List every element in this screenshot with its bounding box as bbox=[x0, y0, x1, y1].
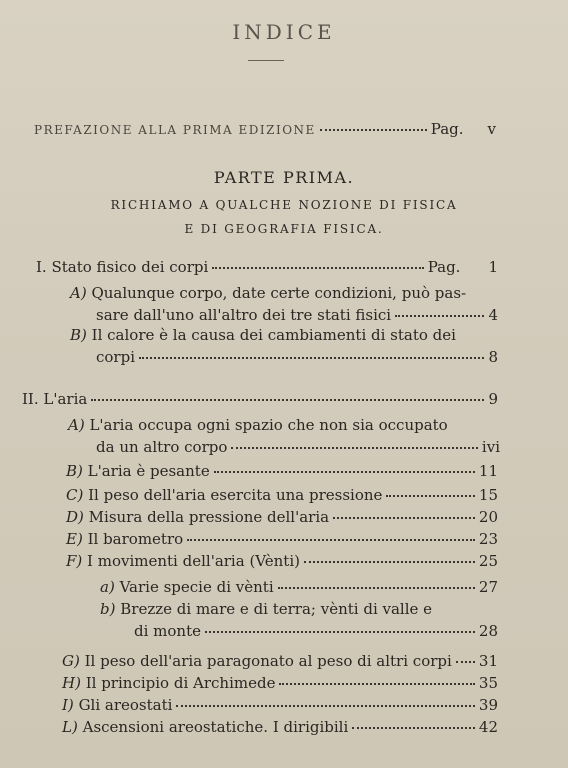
toc-entry-2d bbox=[66, 508, 498, 526]
leader-dots bbox=[205, 631, 475, 633]
entry-text: L'aria occupa ogni spazio che non sia occupato bbox=[89, 416, 448, 434]
page-title: INDICE bbox=[232, 20, 336, 44]
toc-entry-2f-a bbox=[100, 578, 498, 596]
entry-label bbox=[100, 578, 274, 596]
page-number: 9 bbox=[488, 390, 498, 408]
page-number: 39 bbox=[478, 696, 498, 714]
leader-dots bbox=[91, 399, 484, 401]
toc-entry-1b-line2 bbox=[96, 348, 498, 366]
entry-label bbox=[66, 462, 210, 480]
toc-entry-2e bbox=[66, 530, 498, 548]
part-title: PARTE PRIMA. bbox=[213, 168, 355, 187]
toc-chapter-1 bbox=[36, 258, 498, 276]
toc-entry-2l bbox=[62, 718, 498, 736]
toc-entry-1a-line1 bbox=[70, 284, 466, 302]
entry-text: L'aria è pesante bbox=[87, 462, 210, 480]
entry-letter: b) bbox=[100, 600, 116, 618]
leader-dots bbox=[304, 561, 475, 563]
page-number: 11 bbox=[478, 462, 498, 480]
toc-entry-preface bbox=[34, 120, 496, 138]
entry-label bbox=[62, 652, 452, 670]
entry-text: Il barometro bbox=[87, 530, 184, 548]
page-number: 35 bbox=[478, 674, 498, 692]
entry-letter: F) bbox=[66, 552, 83, 570]
entry-text: Il peso dell'aria esercita una pressione bbox=[88, 486, 383, 504]
entry-letter: E) bbox=[66, 530, 83, 548]
entry-text: Misura della pressione dell'aria bbox=[88, 508, 330, 526]
toc-entry-2a-line2 bbox=[96, 438, 500, 456]
toc-entry-2f-b-line1 bbox=[100, 600, 432, 618]
entry-label bbox=[62, 696, 172, 714]
chapter-title: II. L'aria bbox=[22, 390, 88, 408]
leader-dots bbox=[279, 683, 474, 685]
entry-text: Varie specie di vènti bbox=[119, 578, 274, 596]
entry-text: Qualunque corpo, date certe condizioni, può pas- bbox=[91, 284, 467, 302]
entry-letter: G) bbox=[62, 652, 80, 670]
toc-entry-2b bbox=[66, 462, 498, 480]
entry-letter: C) bbox=[66, 486, 84, 504]
title-divider bbox=[248, 60, 284, 61]
leader-dots bbox=[456, 661, 475, 663]
entry-letter: D) bbox=[66, 508, 84, 526]
toc-entry-2h bbox=[62, 674, 498, 692]
entry-letter: B) bbox=[70, 326, 87, 344]
entry-text: Il calore è la causa dei cambiamenti di stato dei bbox=[91, 326, 456, 344]
entry-text: Gli areostati bbox=[78, 696, 173, 714]
entry-letter: a) bbox=[100, 578, 115, 596]
page-number: 1 bbox=[488, 258, 498, 276]
toc-entry-1a-line2 bbox=[96, 306, 498, 324]
toc-entry-2i bbox=[62, 696, 498, 714]
entry-label bbox=[66, 486, 382, 504]
page-number: v bbox=[487, 120, 496, 138]
entry-label bbox=[62, 718, 348, 736]
leader-dots bbox=[395, 315, 484, 317]
page-label: Pag. bbox=[427, 258, 461, 276]
entry-text: Il peso dell'aria paragonato al peso di altri corpi bbox=[84, 652, 452, 670]
entry-text: corpi bbox=[96, 348, 136, 366]
preface-label: PREFAZIONE ALLA PRIMA EDIZIONE bbox=[34, 123, 316, 137]
page-number: 42 bbox=[478, 718, 498, 736]
page-number: 4 bbox=[488, 306, 498, 324]
entry-letter: I) bbox=[62, 696, 74, 714]
entry-text: di monte bbox=[134, 622, 201, 640]
leader-dots bbox=[212, 267, 423, 269]
entry-label bbox=[66, 508, 329, 526]
toc-entry-2c bbox=[66, 486, 498, 504]
leader-dots bbox=[231, 447, 478, 449]
page-number: ivi bbox=[481, 438, 500, 456]
page-number: 23 bbox=[478, 530, 498, 548]
chapter-title: I. Stato fisico dei corpi bbox=[36, 258, 209, 276]
toc-entry-1b-line1 bbox=[70, 326, 456, 344]
entry-label bbox=[62, 674, 275, 692]
leader-dots bbox=[176, 705, 474, 707]
entry-text: Il principio di Archimede bbox=[85, 674, 276, 692]
leader-dots bbox=[187, 539, 475, 541]
entry-text: I movimenti dell'aria (Vènti) bbox=[87, 552, 300, 570]
leader-dots bbox=[139, 357, 484, 359]
entry-letter: L) bbox=[62, 718, 78, 736]
entry-label bbox=[66, 552, 300, 570]
leader-dots bbox=[214, 471, 475, 473]
toc-entry-2a-line1 bbox=[68, 416, 448, 434]
entry-text: Brezze di mare e di terra; vènti di valle e bbox=[120, 600, 433, 618]
toc-chapter-2 bbox=[22, 390, 498, 408]
entry-letter: H) bbox=[62, 674, 81, 692]
page-number: 31 bbox=[478, 652, 498, 670]
entry-letter: B) bbox=[66, 462, 83, 480]
leader-dots bbox=[278, 587, 475, 589]
toc-entry-2f bbox=[66, 552, 498, 570]
page-number: 15 bbox=[478, 486, 498, 504]
page-number: 25 bbox=[478, 552, 498, 570]
leader-dots bbox=[352, 727, 475, 729]
part-subtitle-line1: RICHIAMO A QUALCHE NOZIONE DI FISICA bbox=[110, 198, 458, 212]
page-number: 28 bbox=[478, 622, 498, 640]
entry-text: Ascensioni areostatiche. I dirigibili bbox=[82, 718, 349, 736]
toc-entry-2g bbox=[62, 652, 498, 670]
entry-letter: A) bbox=[68, 416, 85, 434]
page-label: Pag. bbox=[430, 120, 464, 138]
page-number: 8 bbox=[488, 348, 498, 366]
entry-letter: A) bbox=[70, 284, 87, 302]
entry-text: sare dall'uno all'altro dei tre stati fisici bbox=[96, 306, 392, 324]
leader-dots bbox=[320, 129, 427, 131]
entry-text: da un altro corpo bbox=[96, 438, 228, 456]
page-number: 27 bbox=[478, 578, 498, 596]
leader-dots bbox=[386, 495, 474, 497]
part-subtitle-line2: E DI GEOGRAFIA FISICA. bbox=[184, 222, 384, 236]
entry-label bbox=[66, 530, 183, 548]
leader-dots bbox=[333, 517, 475, 519]
toc-entry-2f-b-line2 bbox=[134, 622, 498, 640]
page-number: 20 bbox=[478, 508, 498, 526]
